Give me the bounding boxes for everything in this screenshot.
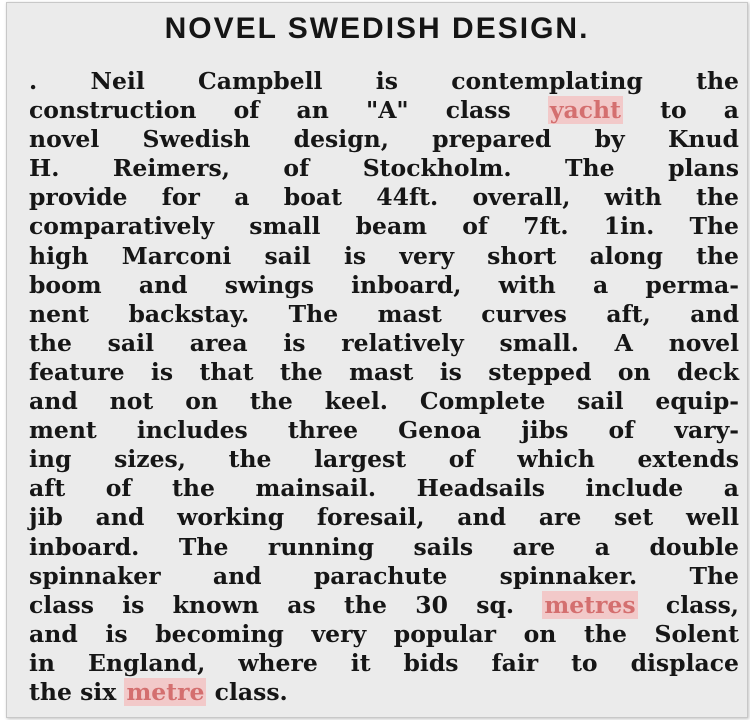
text-line bbox=[29, 212, 739, 241]
text-segment: and is becoming very popular on the Solent bbox=[29, 619, 739, 648]
text-segment: boom and swings inboard, with a perma- bbox=[29, 270, 739, 299]
text-line bbox=[29, 533, 739, 562]
text-segment: comparatively small beam of 7ft. 1in. The bbox=[29, 212, 739, 241]
text-line bbox=[29, 271, 739, 300]
text-segment: the six bbox=[29, 677, 125, 706]
text-segment: H. Reimers, of Stockholm. The plans bbox=[29, 154, 739, 183]
text-line bbox=[29, 358, 739, 387]
text-line bbox=[29, 67, 739, 96]
text-line bbox=[29, 387, 739, 416]
text-line bbox=[29, 649, 739, 678]
text-segment: class is known as the 30 sq. bbox=[29, 590, 543, 619]
text-segment: novel Swedish design, prepared by Knud bbox=[29, 125, 739, 154]
highlighted-term: metres bbox=[544, 590, 636, 619]
text-segment: in England, where it bids fair to displace bbox=[29, 648, 739, 677]
text-line bbox=[29, 416, 739, 445]
article-body bbox=[29, 67, 739, 707]
text-line bbox=[29, 300, 739, 329]
text-line bbox=[29, 591, 739, 620]
text-segment: aft of the mainsail. Headsails include a bbox=[29, 474, 739, 503]
text-line bbox=[29, 620, 739, 649]
text-line bbox=[29, 183, 739, 212]
text-line bbox=[29, 96, 739, 125]
highlighted-term: yacht bbox=[549, 96, 621, 125]
text-segment: the sail area is relatively small. A novel bbox=[29, 328, 739, 357]
text-line bbox=[29, 678, 739, 707]
text-line bbox=[29, 503, 739, 532]
text-line bbox=[29, 474, 739, 503]
text-segment: class, bbox=[637, 590, 739, 619]
text-segment: ing sizes, the largest of which extends bbox=[29, 445, 739, 474]
text-line bbox=[29, 329, 739, 358]
text-segment: . Neil Campbell is contemplating the bbox=[29, 67, 739, 95]
text-segment: construction of an "A" class bbox=[29, 96, 548, 125]
text-segment: to a bbox=[622, 96, 739, 125]
text-line bbox=[29, 562, 739, 591]
newspaper-clipping bbox=[6, 2, 748, 718]
text-segment: class. bbox=[206, 677, 288, 706]
text-segment: and not on the keel. Complete sail equip- bbox=[29, 387, 739, 416]
text-line bbox=[29, 445, 739, 474]
text-line bbox=[29, 154, 739, 183]
highlighted-term: metre bbox=[126, 677, 205, 706]
headline: NOVEL SWEDISH DESIGN. bbox=[164, 12, 590, 45]
text-segment: spinnaker and parachute spinnaker. The bbox=[29, 561, 739, 590]
text-segment: jib and working foresail, and are set well bbox=[29, 503, 739, 532]
text-line bbox=[29, 125, 739, 154]
text-line bbox=[29, 242, 739, 271]
text-segment: high Marconi sail is very short along the bbox=[29, 241, 739, 270]
text-segment: nent backstay. The mast curves aft, and bbox=[29, 299, 739, 328]
text-segment: feature is that the mast is stepped on deck bbox=[29, 357, 739, 386]
text-segment: ment includes three Genoa jibs of vary- bbox=[29, 416, 739, 445]
text-segment: inboard. The running sails are a double bbox=[29, 532, 739, 561]
text-segment: provide for a boat 44ft. overall, with the bbox=[29, 183, 739, 212]
